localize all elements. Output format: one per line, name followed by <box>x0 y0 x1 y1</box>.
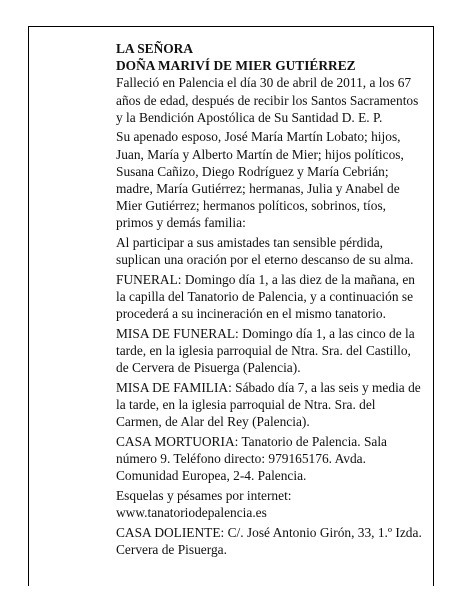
obituary-notice <box>116 40 424 560</box>
funeral-home-paragraph: CASA MORTUORIA: Tanatorio de Palencia. Sala número 9. Teléfono directo: 979165176. Avda. Comunidad Europea, 2-4. Palencia. <box>116 433 387 484</box>
funeral-paragraph: FUNERAL: Domingo día 1, a las diez de la mañana, en la capilla del Tanatorio de Palencia, y a continuación se procederá a su incineración en el mismo tanatorio. <box>116 271 415 322</box>
online-condolences-paragraph: Esquelas y pésames por internet: www.tanatoriodepalencia.es <box>116 487 292 521</box>
death-announcement-paragraph: Falleció en Palencia el día 30 de abril de 2011, a los 67 años de edad, después de recibir los Santos Sacramentos y la Bendición Apostólica de Su Santidad D. E. P. <box>116 75 419 125</box>
family-paragraph: Su apenado esposo, José María Martín Lobato; hijos, Juan, María y Alberto Martín de Mier; hijos políticos, Susana Cañizo, Diego Rodríguez y María Cebrián; madre, María Gutiérrez; hermanas, Julia y Anabel de Mier Gutiérrez; hermanos políticos, sobrinos, tíos, primos y demás familia: <box>116 129 404 231</box>
family-mass-paragraph: MISA DE FAMILIA: Sábado día 7, a las seis y media de la tarde, en la iglesia parroquial de Ntra. Sra. del Carmen, de Alar del Rey (Palencia). <box>116 379 421 430</box>
notice-title-line-2: DOÑA MARIVÍ DE MIER GUTIÉRREZ <box>116 58 356 74</box>
funeral-mass-paragraph: MISA DE FUNERAL: Domingo día 1, a las cinco de la tarde, en la iglesia parroquial de Ntra. Sra. del Castillo, de Cervera de Pisuerga (Palencia). <box>116 325 415 376</box>
notice-title-line-1: LA SEÑORA <box>116 41 194 56</box>
family-home-paragraph: CASA DOLIENTE: C/. José Antonio Girón, 33, 1.º Izda. Cervera de Pisuerga. <box>116 524 422 557</box>
prayer-request-paragraph: Al participar a sus amistades tan sensible pérdida, suplican una oración por el eterno descanso de su alma. <box>116 235 414 268</box>
